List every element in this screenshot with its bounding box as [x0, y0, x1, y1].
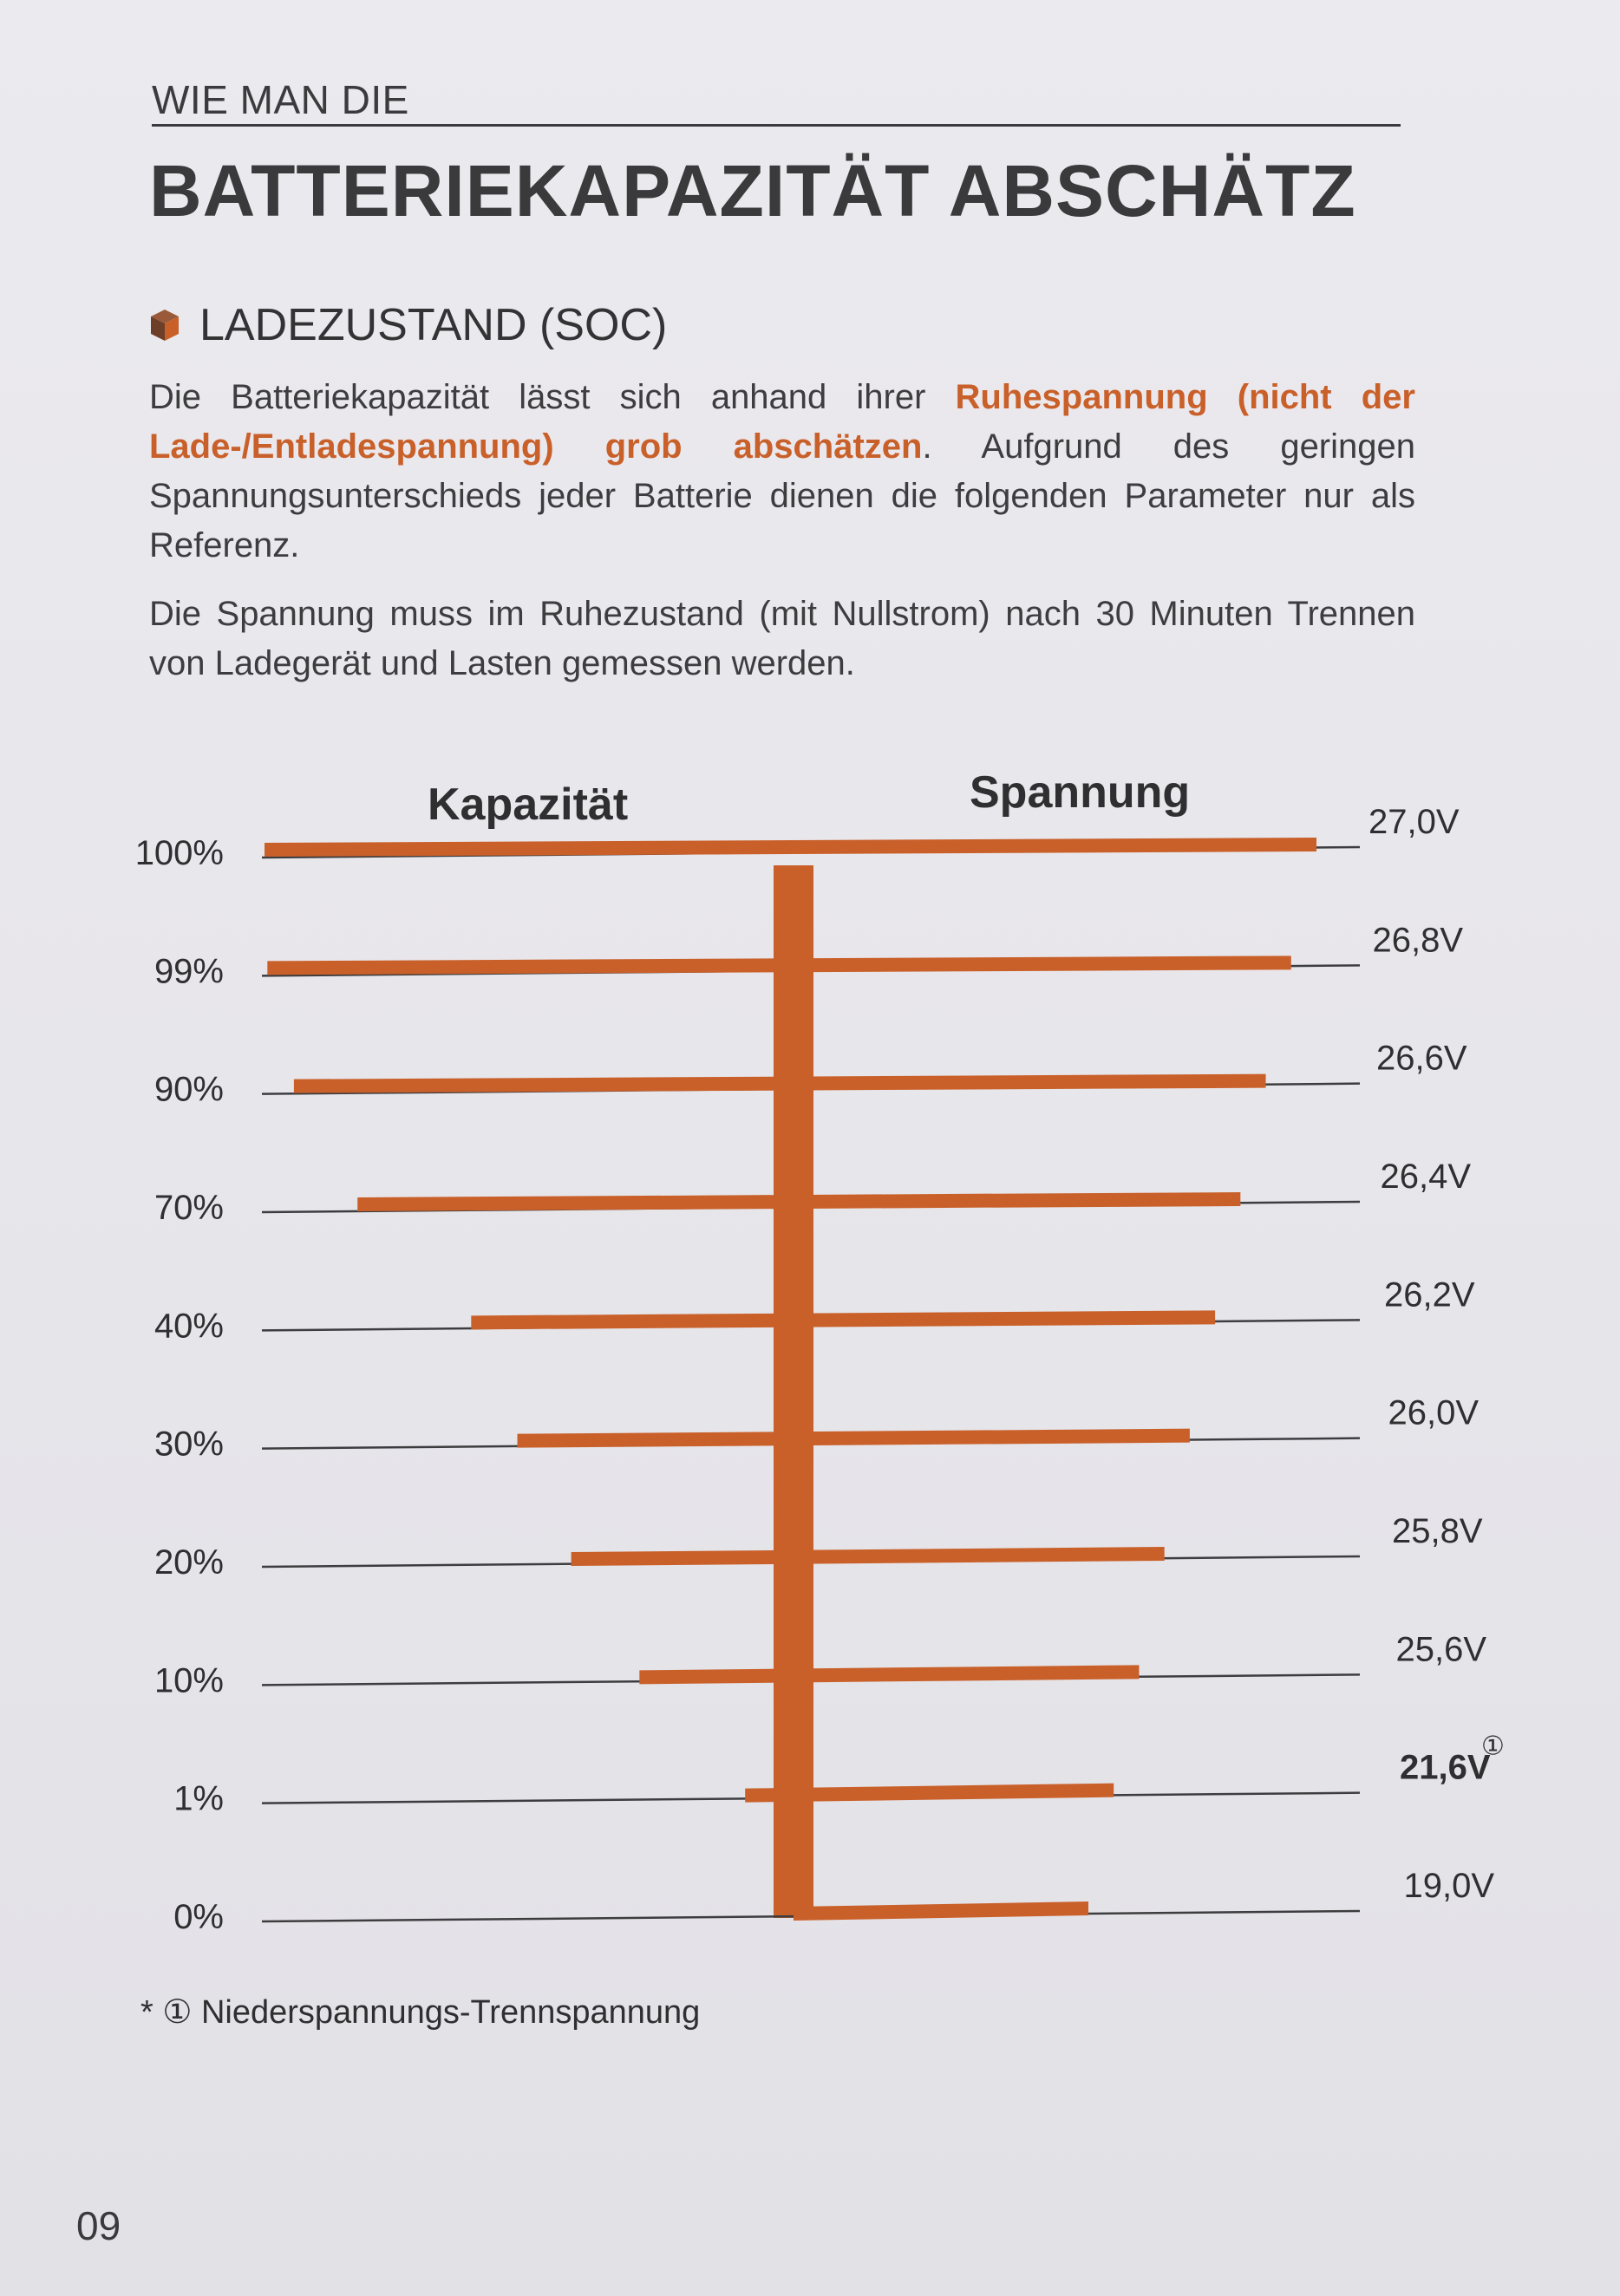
capacity-bar [267, 956, 1290, 975]
capacity-label: 100% [134, 834, 224, 872]
page-number: 09 [76, 2203, 121, 2248]
voltage-label: 25,6V [1395, 1630, 1487, 1669]
voltage-label: 26,0V [1388, 1393, 1480, 1432]
capacity-bar [357, 1192, 1240, 1211]
voltage-header: Spannung [970, 767, 1191, 818]
capacity-label: 0% [173, 1898, 224, 1936]
page-title: BATTERIEKAPAZITÄT ABSCHÄTZ [149, 150, 1356, 232]
capacity-label: 20% [154, 1543, 224, 1582]
chart-stem [774, 865, 813, 1918]
capacity-label: 70% [154, 1189, 224, 1227]
capacity-label: 90% [154, 1070, 224, 1109]
capacity-bar [294, 1074, 1266, 1093]
voltage-label: 26,4V [1380, 1158, 1472, 1196]
capacity-label: 1% [173, 1779, 224, 1818]
voltage-label: 26,6V [1376, 1039, 1467, 1078]
voltage-label: 21,6V [1400, 1748, 1491, 1787]
capacity-label: 10% [154, 1661, 224, 1700]
voltage-label: 26,2V [1384, 1275, 1475, 1314]
voltage-label: 27,0V [1369, 803, 1460, 841]
footnote-marker: ① [1481, 1731, 1505, 1762]
measurement-paragraph: Die Spannung muss im Ruhezustand (mit Nullstrom) nach 30 Minuten Trennen von Ladegerät und Lasten gemessen werden. [149, 595, 1415, 682]
voltage-label: 26,8V [1372, 921, 1464, 960]
capacity-bar [794, 1901, 1088, 1921]
capacity-label: 99% [154, 952, 224, 991]
page-kicker: WIE MAN DIE [152, 77, 409, 122]
capacity-header: Kapazität [428, 779, 629, 830]
capacity-label: 40% [154, 1307, 224, 1346]
capacity-label: 30% [154, 1425, 224, 1464]
voltage-label: 25,8V [1392, 1512, 1483, 1550]
capacity-bar [518, 1429, 1190, 1448]
intro-highlight: Ruhespannung (nicht der Lade-/Entladespannung) grob abschätzen [149, 378, 1415, 466]
capacity-bar [572, 1547, 1165, 1566]
section-title: LADEZUSTAND (SOC) [199, 300, 668, 350]
capacity-bar [471, 1310, 1215, 1329]
footnote: * ① Niederspannungs-Trennspannung [140, 1994, 701, 2031]
voltage-label: 19,0V [1403, 1867, 1495, 1905]
capacity-bar [265, 838, 1316, 857]
intro-text-after: . Aufgrund des geringen Spannungsunterschieds jeder Batterie dienen die folgenden Parameter nur als Referenz. [149, 427, 1415, 564]
intro-text-before: Die Batteriekapazität lässt sich anhand ihrer [149, 378, 956, 416]
capacity-bar [639, 1665, 1139, 1684]
